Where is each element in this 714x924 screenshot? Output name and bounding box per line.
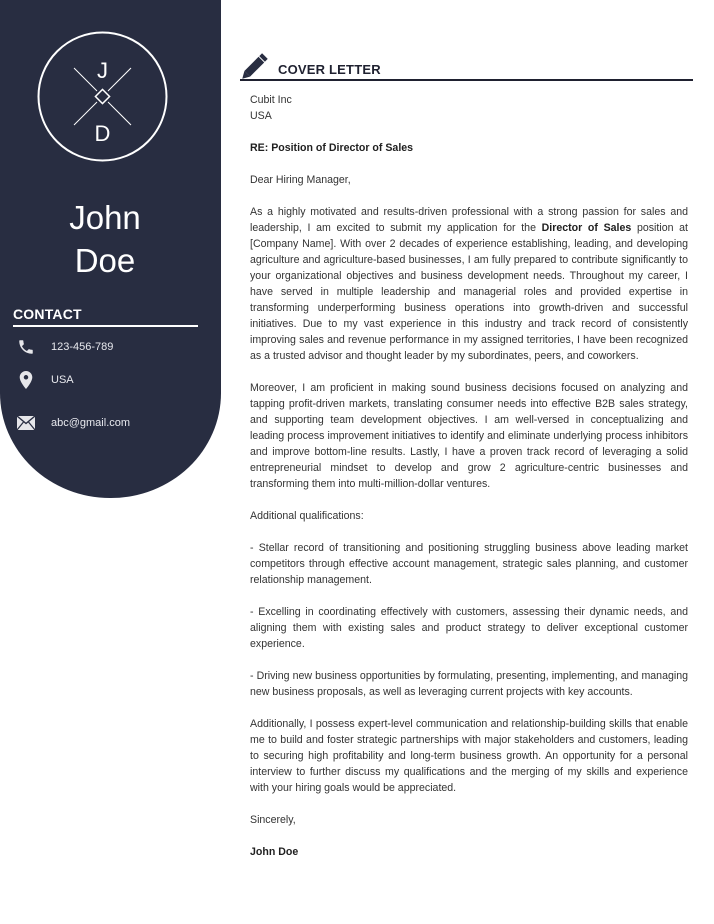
paragraph-2: Moreover, I am proficient in making sound business decisions focused on analyzing and tapping profit-driven markets, translating consumer needs into effective B2B sales strategy, and supporting team development objectives. I am well-versed in conceptualizing and leading process improvement initiatives to identify and eliminate underlying process inhibitors and improve bottom-line results. Lastly, I have a proven track record of leveraging a solid entrepreneurial mindset to develop and grow 2 agriculture-centric businesses and transforming them into multi-million-dollar ventures. (250, 382, 688, 490)
letter-subject: RE: Position of Director of Sales (250, 142, 414, 154)
location-pin-icon (16, 370, 36, 390)
recipient-country: USA (250, 110, 272, 122)
paragraph-1-end: position at [Company Name]. With over 2 decades of experience establishing, leading, and developing agriculture and agriculture-based businesses, I am fully prepared to contribute significantly to your organizational objectives and business development needs. Throughout my career, I have served in multiple leadership and managerial roles and provided expertise in transforming underperforming business operations into growth-driven and successful initiatives. Due to my vast experience in this industry and track record of consistently improving sales and revenue performance in my assigned territories, I have been recognized as a trusted advisor and thought leader by my subordinates, peers, and coworkers. (250, 222, 688, 362)
section-header (240, 52, 693, 82)
pencil-icon (240, 52, 270, 79)
phone-icon (16, 337, 36, 357)
mail-icon (16, 413, 36, 433)
letter-body (250, 92, 688, 876)
contact-location-text: USA (51, 374, 74, 386)
qualification-item: - Driving new business opportunities by formulating, presenting, implementing, and managing new business proposals, as well as leveraging current projects with key accounts. (250, 670, 688, 698)
contact-divider (13, 325, 198, 327)
contact-phone (16, 337, 114, 357)
last-name: Doe (74, 242, 136, 279)
paragraph-1-position: Director of Sales (541, 222, 632, 234)
paragraph-1-start: As a highly motivated and results-driven professional with a strong passion for sales and leadership, I am excited to submit my application for the (250, 206, 688, 234)
salutation: Dear Hiring Manager, (250, 174, 351, 186)
first-name: John (69, 199, 141, 236)
paragraph-3: Additionally, I possess expert-level communication and relationship-building skills that enable me to build and foster strategic partnerships with major stakeholders and customers, leading to securing high profitability and long-term business growth. An opportunity for a personal interview to further discuss my qualifications and the merging of my skills and experience with your hiring goals would be appreciated. (250, 718, 688, 794)
contact-phone-text[interactable]: 123-456-789 (51, 341, 114, 353)
qualifications-heading: Additional qualifications: (250, 510, 364, 522)
cover-letter-title: COVER LETTER (278, 62, 381, 77)
monogram-top-letter: J (97, 58, 108, 83)
closing: Sincerely, (250, 814, 296, 826)
qualification-item: - Excelling in coordinating effectively with customers, assessing their dynamic needs, and aligning them with existing sales and product strategy to deliver exceptional customer experience. (250, 606, 688, 650)
contact-location (16, 370, 74, 390)
paragraph-1 (250, 204, 688, 364)
contact-email-text[interactable]: abc@gmail.com (51, 417, 131, 429)
monogram-logo (37, 31, 168, 162)
monogram-bottom-letter: D (94, 121, 111, 146)
contact-email (16, 413, 131, 433)
signature: John Doe (250, 846, 299, 858)
qualification-item: - Stellar record of transitioning and positioning struggling business above leading market competitors through effective account management, strategic sales planning, and customer relationship management. (250, 542, 688, 586)
contact-heading: CONTACT (13, 306, 82, 322)
sidebar (0, 0, 221, 498)
recipient-company: Cubit Inc (250, 94, 292, 106)
header-divider (240, 79, 693, 81)
